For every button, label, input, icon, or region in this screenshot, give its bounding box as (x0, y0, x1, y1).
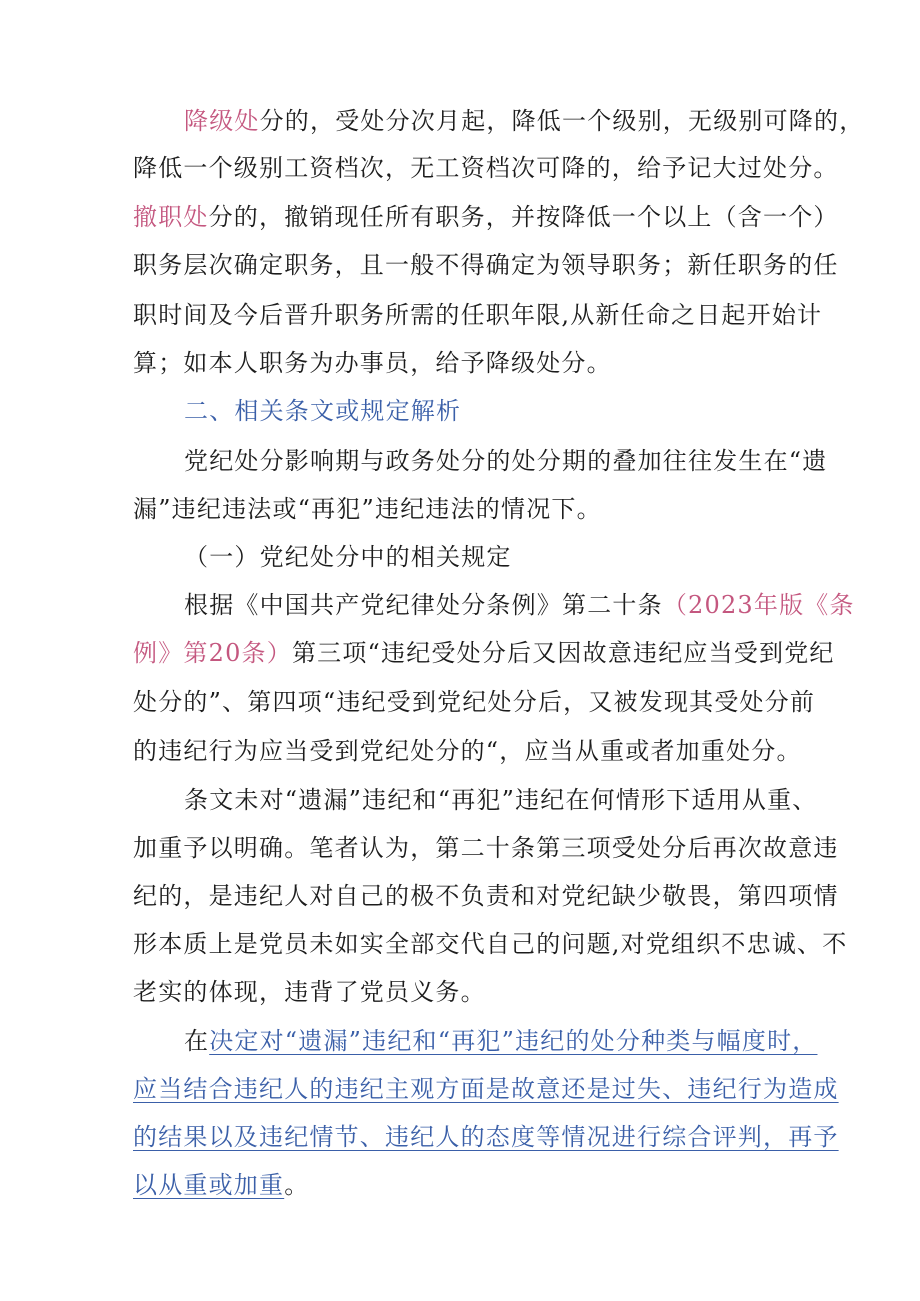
text-run: 职务层次确定职务，且一般不得确定为领导职务；新任职务的任 (133, 251, 839, 279)
text-run: 的违纪行为应当受到党纪处分的“，应当从重或者加重处分。 (133, 737, 802, 765)
text-run: 第三项“违纪受处分后又因故意违纪应当受到党纪 (291, 639, 835, 667)
text-run: 二、相关条文或规定解析 (184, 397, 462, 425)
text-run: 漏”违纪违法或“再犯”违纪违法的情况下。 (133, 495, 602, 523)
text-run: 例》第20条） (133, 639, 292, 667)
text-line (184, 444, 828, 478)
text-run: 形本质上是党员未如实全部交代自己的问题,对党组织不忠诚、不 (133, 930, 848, 958)
text-line (133, 927, 848, 961)
text-run: 降级处 (184, 107, 260, 135)
text-run: 老实的体现，违背了党员义务。 (133, 978, 486, 1006)
text-line (133, 248, 839, 282)
text-line (184, 588, 855, 622)
text-run: 降低一个级别工资档次，无工资档次可降的，给予记大过处分。 (133, 154, 839, 182)
text-line (184, 1024, 818, 1058)
text-line (184, 104, 865, 138)
text-line (184, 540, 800, 574)
text-run: （一）党纪处分中的相关规定 (184, 543, 512, 571)
text-line (133, 151, 839, 185)
text-run: 。 (284, 1171, 310, 1199)
text-line (184, 394, 800, 428)
text-run: 纪的，是违纪人对自己的极不负责和对党纪缺少敬畏，第四项情 (133, 882, 839, 910)
text-run: 党纪处分影响期与政务处分的处分期的叠加往往发生在“遗 (184, 447, 828, 475)
text-run: 条文未对“遗漏”违纪和“再犯”违纪在何情形下适用从重、 (184, 786, 818, 814)
text-line (133, 346, 800, 380)
text-run: 处分的”、第四项“违纪受到党纪处分后，又被发现其受处分前 (133, 688, 816, 716)
text-run: 分的，受处分次月起，降低一个级别，无级别可降的， (259, 107, 865, 135)
text-line (133, 636, 835, 670)
text-line (133, 734, 800, 768)
text-run: 撤职处 (133, 203, 209, 231)
text-line (133, 1168, 800, 1202)
text-line (133, 975, 800, 1009)
text-run: （2023年版《条 (662, 591, 855, 619)
text-line (133, 1072, 839, 1106)
text-line (133, 879, 839, 913)
link-text[interactable]: 的结果以及违纪情节、违纪人的态度等情况进行综合评判，再予 (133, 1123, 839, 1151)
text-run: 在 (184, 1027, 210, 1055)
text-run: 算；如本人职务为办事员，给予降级处分。 (133, 349, 612, 377)
text-run: 职时间及今后晋升职务所需的任职年限,从新任命之日起开始计 (133, 301, 823, 329)
text-line (133, 685, 816, 719)
text-line (133, 492, 800, 526)
text-run: 根据《中国共产党纪律处分条例》第二十条 (184, 591, 663, 619)
text-line (133, 831, 839, 865)
text-line (133, 298, 823, 332)
text-line (133, 1120, 839, 1154)
link-text[interactable]: 以从重或加重 (133, 1171, 285, 1199)
link-text[interactable]: 应当结合违纪人的违纪主观方面是故意还是过失、违纪行为造成 (133, 1075, 839, 1103)
text-line (133, 200, 839, 234)
link-text[interactable]: 决定对“遗漏”违纪和“再犯”违纪的处分种类与幅度时， (209, 1027, 818, 1055)
text-run: 加重予以明确。笔者认为，第二十条第三项受处分后再次故意违 (133, 834, 839, 862)
text-run: 分的，撤销现任所有职务，并按降低一个以上（含一个） (208, 203, 839, 231)
text-line (184, 783, 818, 817)
